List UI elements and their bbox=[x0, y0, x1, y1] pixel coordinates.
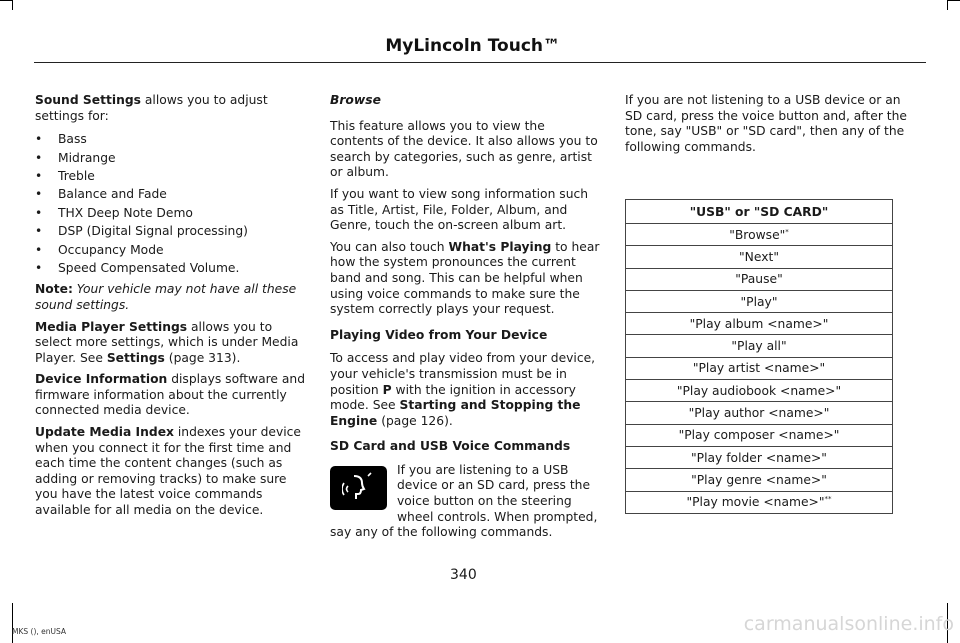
table-row bbox=[626, 224, 893, 246]
list-item: • Speed Compensated Volume. bbox=[35, 259, 311, 277]
crop-mark bbox=[0, 0, 12, 1]
device-info-paragraph bbox=[35, 372, 311, 419]
column-right bbox=[625, 93, 909, 161]
update-index-paragraph bbox=[35, 425, 311, 519]
update-index-term: Update Media Index bbox=[35, 425, 174, 440]
table-row bbox=[626, 246, 893, 268]
command-text: "Play artist <name>" bbox=[692, 361, 826, 376]
command-text: "Play composer <name>" bbox=[678, 428, 840, 443]
command-cell bbox=[626, 246, 893, 268]
voice-commands-table bbox=[625, 199, 893, 514]
command-cell bbox=[626, 268, 893, 290]
column-left bbox=[35, 93, 311, 525]
page-number: 340 bbox=[450, 567, 477, 583]
sd-usb-heading: SD Card and USB Voice Commands bbox=[330, 439, 571, 454]
table-header: "USB" or "SD CARD" bbox=[626, 200, 893, 224]
table-row bbox=[626, 335, 893, 357]
video-heading: Playing Video from Your Device bbox=[330, 327, 548, 342]
whats-playing-post: to hear how the system pronounces the current band and song. This can be helpful when using voice commands to make sure the system correctly plays your request. bbox=[330, 239, 600, 317]
list-item: • Balance and Fade bbox=[35, 185, 311, 203]
list-item: • DSP (Digital Signal processing) bbox=[35, 222, 311, 240]
video-paragraph bbox=[330, 351, 602, 429]
whats-playing-term: What's Playing bbox=[448, 239, 552, 254]
media-player-paragraph bbox=[35, 320, 311, 367]
command-cell bbox=[626, 290, 893, 312]
command-text: "Play audiobook <name>" bbox=[676, 383, 842, 398]
command-text: "Play" bbox=[740, 294, 778, 309]
note-paragraph bbox=[35, 282, 311, 313]
command-text: "Browse" bbox=[729, 227, 786, 242]
command-text: "Play genre <name>" bbox=[691, 472, 827, 487]
command-cell bbox=[626, 446, 893, 468]
footer-text: MKS (), enUSA bbox=[12, 627, 67, 636]
table-row bbox=[626, 268, 893, 290]
browse-paragraph-1: This feature allows you to view the contents of the device. It also allows you to search by categories, such as genre, artist or album. bbox=[330, 118, 598, 180]
command-text: "Play all" bbox=[731, 339, 787, 354]
column-middle bbox=[330, 93, 602, 541]
command-text: "Play folder <name>" bbox=[691, 450, 827, 465]
note-text: Your vehicle may not have all these sound settings. bbox=[35, 282, 297, 312]
voice-command-block bbox=[330, 463, 602, 541]
command-cell bbox=[626, 357, 893, 379]
video-text-pre: To access and play video from your device, your vehicle's transmission must be in position bbox=[330, 351, 596, 397]
command-cell bbox=[626, 469, 893, 491]
sound-settings-list bbox=[35, 130, 311, 277]
list-item: • Treble bbox=[35, 167, 311, 185]
command-text: "Play movie <name>" bbox=[686, 495, 825, 510]
starting-engine-link[interactable]: Starting and Stopping the Engine bbox=[330, 398, 581, 428]
browse-heading: Browse bbox=[330, 93, 381, 107]
command-cell bbox=[626, 335, 893, 357]
intro-paragraph: If you are not listening to a USB device or an SD card, press the voice button and, after the tone, say "USB" or "SD card", then any of the following commands. bbox=[625, 93, 907, 154]
whats-playing-pre: You can also touch bbox=[330, 239, 449, 254]
settings-page-ref: (page 313). bbox=[164, 350, 241, 365]
command-text: "Play album <name>" bbox=[689, 316, 829, 331]
voice-command-text: If you are listening to a USB device or an SD card, press the voice button on the steering wheel controls. When prompted, say any of the following commands. bbox=[330, 462, 598, 540]
crop-mark bbox=[948, 0, 960, 1]
settings-link[interactable]: Settings bbox=[106, 350, 165, 365]
crop-mark bbox=[12, 0, 13, 10]
watermark: carmanualsonline.info bbox=[743, 613, 954, 635]
table-row bbox=[626, 290, 893, 312]
device-info-text: displays software and firmware information about the currently connected media device. bbox=[35, 372, 306, 418]
whats-playing-paragraph bbox=[330, 240, 602, 318]
sound-settings-paragraph bbox=[35, 93, 311, 124]
crop-mark bbox=[12, 603, 13, 643]
voice-button-icon bbox=[330, 466, 387, 510]
device-info-term: Device Information bbox=[35, 372, 168, 387]
table-row bbox=[626, 380, 893, 402]
footnote-marker: ** bbox=[824, 495, 832, 504]
list-item: • Occupancy Mode bbox=[35, 241, 311, 259]
page-title: MyLincoln Touch™ bbox=[385, 36, 560, 56]
command-text: "Pause" bbox=[735, 272, 783, 287]
command-cell bbox=[626, 424, 893, 446]
table-row bbox=[626, 357, 893, 379]
sound-settings-term: Sound Settings bbox=[35, 93, 141, 107]
engine-page-ref: (page 126). bbox=[377, 413, 453, 428]
table-row bbox=[626, 402, 893, 424]
header-rule bbox=[34, 62, 926, 63]
table-row bbox=[626, 469, 893, 491]
list-item: • THX Deep Note Demo bbox=[35, 204, 311, 222]
table-row bbox=[626, 446, 893, 468]
footnote-marker: * bbox=[785, 227, 789, 236]
sound-settings-text: allows you to adjust settings for: bbox=[35, 93, 268, 123]
list-item: • Bass bbox=[35, 130, 311, 148]
command-cell bbox=[626, 491, 893, 513]
table-row bbox=[626, 424, 893, 446]
command-cell bbox=[626, 224, 893, 246]
park-position: P bbox=[382, 382, 392, 397]
command-text: "Play author <name>" bbox=[688, 406, 830, 421]
command-cell bbox=[626, 313, 893, 335]
command-text: "Next" bbox=[739, 249, 779, 264]
list-item: • Midrange bbox=[35, 149, 311, 167]
browse-paragraph-2: If you want to view song information such as Title, Artist, File, Folder, Album, and Genre, touch the on-screen album art. bbox=[330, 186, 589, 233]
command-cell bbox=[626, 380, 893, 402]
crop-mark bbox=[947, 0, 948, 10]
note-label: Note: bbox=[35, 282, 73, 297]
media-player-text: allows you to select more settings, which is under Media Player. See bbox=[35, 319, 299, 365]
table-row bbox=[626, 313, 893, 335]
table-row bbox=[626, 491, 893, 513]
video-text-mid: with the ignition in accessory mode. See bbox=[330, 382, 576, 413]
update-index-text: indexes your device when you connect it for the first time and each time the content changes (such as adding or removing tracks) to make sure you have the latest voice commands available for all media on the device. bbox=[35, 425, 301, 518]
command-cell bbox=[626, 402, 893, 424]
media-player-term: Media Player Settings bbox=[35, 319, 188, 334]
